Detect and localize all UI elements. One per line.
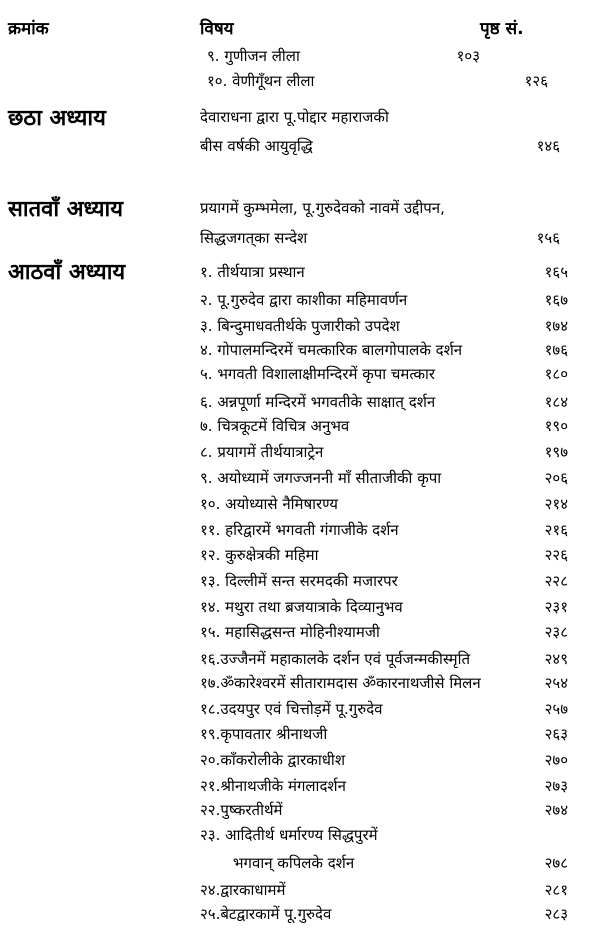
toc-entry-title: १३. दिल्लीमें सन्त सरमदकी मजारपर: [200, 572, 398, 590]
chapter-heading: सातवाँ अध्याय: [8, 197, 123, 222]
toc-entry-title: ७. चित्रकूटमें विचित्र अनुभव: [200, 417, 350, 435]
toc-entry-title: २. पू.गुरुदेव द्वारा काशीका महिमावर्णन: [200, 291, 408, 309]
toc-entry-page: २२६: [544, 546, 568, 564]
toc-entry-title: १७.ॐकारेश्वरमें सीतारामदास ॐकारनाथजीसे मिलन: [200, 674, 481, 692]
toc-entry-page: १०३: [456, 47, 480, 65]
toc-entry-title: ५. भगवती विशालाक्षीमन्दिरमें कृपा चमत्कार: [200, 365, 435, 383]
toc-entry-title: १४. मथुरा तथा ब्रजयात्राके दिव्यानुभव: [200, 598, 403, 616]
toc-entry-title: ११. हरिद्वारमें भगवती गंगाजीके दर्शन: [200, 521, 399, 539]
column-header-page: पृष्ठ सं.: [480, 19, 524, 39]
toc-entry-page: २४९: [544, 650, 568, 668]
column-header-subject: विषय: [200, 19, 234, 39]
toc-entry-page: १८४: [544, 393, 568, 411]
toc-entry-title: २५.बेटद्वारकामें पू.गुरुदेव: [200, 905, 332, 923]
toc-entry-title: ३. बिन्दुमाधवतीर्थके पुजारीको उपदेश: [200, 317, 400, 335]
toc-entry-page: २५७: [544, 700, 568, 718]
toc-entry-title: १९.कृपावतार श्रीनाथजी: [200, 725, 328, 743]
toc-entry-title: ८. प्रयागमें तीर्थयात्राट्रेन: [200, 443, 324, 461]
toc-entry-page: १९०: [544, 417, 568, 435]
toc-entry-page: २७०: [544, 751, 568, 769]
toc-entry-page: २८३: [544, 905, 568, 923]
toc-entry-page: १६५: [544, 263, 568, 281]
toc-entry-page: २६३: [544, 725, 568, 743]
chapter-heading: आठवाँ अध्याय: [8, 260, 126, 285]
toc-entry-title: २२.पुष्करतीर्थमें: [200, 801, 283, 819]
toc-entry-title: देवाराधना द्वारा पू.पोद्दार महाराजकी: [200, 108, 389, 126]
toc-entry-page: २८१: [544, 881, 568, 899]
toc-entry-title: २०.काँकरोलीके द्वारकाधीश: [200, 751, 346, 769]
toc-entry-title: १०. अयोध्यासे नैमिषारण्य: [200, 495, 339, 513]
toc-entry-title: ४. गोपालमन्दिरमें चमत्कारिक बालगोपालके दर्शन: [200, 341, 463, 359]
toc-entry-title: बीस वर्षकी आयुवृद्धि: [200, 137, 313, 155]
toc-entry-page: १७६: [544, 341, 568, 359]
toc-entry-title: प्रयागमें कुम्भमेला, पू.गुरुदेवको नावमें उद्दीपन,: [200, 199, 445, 217]
toc-entry-page: २२८: [544, 572, 568, 590]
toc-entry-title: २१.श्रीनाथजीके मंगलादर्शन: [200, 777, 346, 795]
toc-entry-page: २३८: [544, 623, 568, 641]
column-header-serial: क्रमांक: [8, 19, 49, 39]
toc-entry-title: १५. महासिद्धसन्त मोहिनीश्यामजी: [200, 623, 380, 641]
toc-entry-title: २४.द्वारकाधाममें: [200, 881, 286, 899]
toc-entry-page: १७४: [544, 317, 568, 335]
toc-entry-page: २१६: [544, 521, 568, 539]
toc-entry-page: २५४: [544, 674, 568, 692]
toc-entry-title: २३. आदितीर्थ धर्मारण्य सिद्धपुरमें: [200, 826, 378, 844]
toc-entry-page: २३१: [544, 598, 568, 616]
toc-entry-title: १०. वेणीगूँथन लीला: [207, 72, 315, 90]
toc-entry-page: २१४: [544, 495, 568, 513]
toc-entry-title: १८.उदयपुर एवं चित्तोड़में पू.गुरुदेव: [200, 700, 383, 718]
chapter-heading: छठा अध्याय: [8, 106, 106, 131]
toc-entry-page: १४६: [536, 137, 560, 155]
toc-entry-page: २७३: [544, 777, 568, 795]
toc-entry-page: १५६: [536, 229, 560, 247]
toc-entry-page: १९७: [544, 443, 568, 461]
toc-entry-title: सिद्धजगत्‌का सन्देश: [200, 229, 308, 247]
toc-entry-title: ९. अयोध्यामें जगज्जननी माँ सीताजीकी कृपा: [200, 469, 442, 487]
toc-entry-page: १६७: [544, 291, 568, 309]
toc-entry-title: भगवान् कपिलके दर्शन: [233, 854, 355, 872]
toc-entry-page: २७४: [544, 801, 568, 819]
toc-entry-page: २०६: [544, 469, 568, 487]
toc-entry-page: १८०: [544, 365, 568, 383]
toc-entry-title: १२. कुरुक्षेत्रकी महिमा: [200, 546, 319, 564]
toc-entry-title: १. तीर्थयात्रा प्रस्थान: [200, 263, 305, 281]
toc-entry-title: ६. अन्नपूर्णा मन्दिरमें भगवतीके साक्षात् दर्शन: [200, 393, 436, 411]
toc-entry-title: १६.उज्जैनमें महाकालके दर्शन एवं पूर्वजन्मकीस्मृति: [200, 650, 471, 668]
toc-entry-page: १२६: [524, 72, 548, 90]
toc-entry-title: ९. गुणीजन लीला: [207, 47, 300, 65]
toc-entry-page: २७८: [544, 854, 568, 872]
